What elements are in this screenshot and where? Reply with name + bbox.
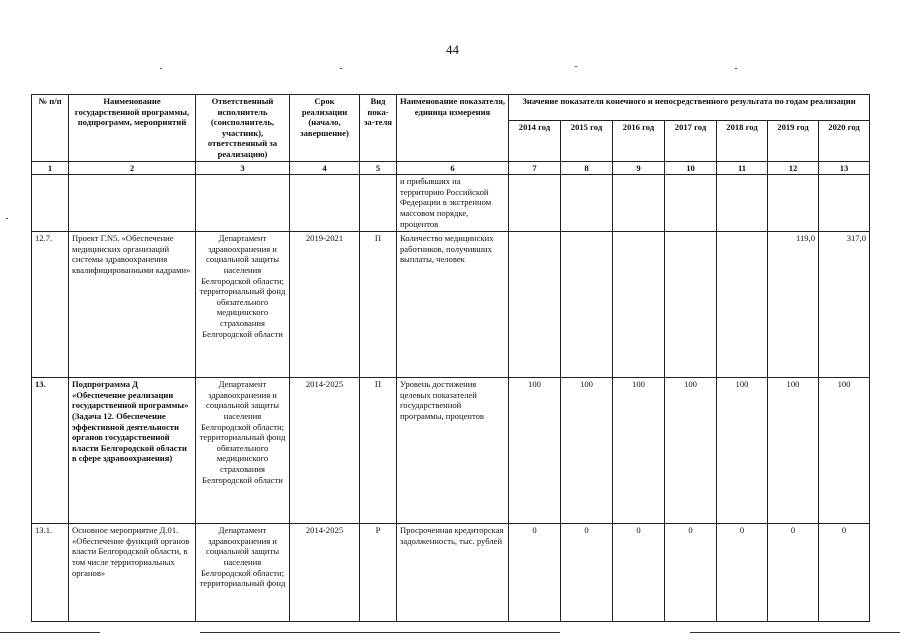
row-value [613, 175, 665, 232]
row-indicator: Просроченная кредиторская задолженность, тыс. рублей [397, 524, 509, 622]
header-year: 2017 год [665, 120, 717, 161]
row-num: 13. [32, 378, 69, 524]
header-num: № п/п [32, 95, 69, 162]
header-year: 2018 год [717, 120, 768, 161]
row-executor: Департамент здравоохранения и социальной защиты населения Белгородской области; территориальный фонд [196, 524, 290, 622]
row-period [290, 175, 360, 232]
row-type: П [360, 232, 397, 378]
scan-speck [575, 66, 577, 67]
row-value [768, 175, 819, 232]
column-number: 5 [360, 161, 397, 175]
column-number: 12 [768, 161, 819, 175]
row-value: 100 [561, 378, 613, 524]
header-year: 2015 год [561, 120, 613, 161]
row-value [717, 232, 768, 378]
row-value [561, 232, 613, 378]
column-number: 2 [69, 161, 196, 175]
row-value [717, 175, 768, 232]
row-value [509, 232, 561, 378]
scan-line [0, 632, 100, 633]
row-value: 0 [819, 524, 870, 622]
row-num: 12.7. [32, 232, 69, 378]
row-name [69, 175, 196, 232]
scan-speck [160, 68, 162, 69]
row-value: 0 [717, 524, 768, 622]
row-period: 2014-2025 [290, 378, 360, 524]
table-row [32, 175, 870, 232]
column-number: 7 [509, 161, 561, 175]
scan-speck [6, 218, 8, 219]
row-value: 100 [768, 378, 819, 524]
row-value: 119,0 [768, 232, 819, 378]
header-year: 2016 год [613, 120, 665, 161]
row-executor: Департамент здравоохранения и социальной защиты населения Белгородской области; территориальный фонд обязательного медицинского страхования Белгородской области [196, 378, 290, 524]
header-year: 2019 год [768, 120, 819, 161]
column-number: 3 [196, 161, 290, 175]
row-executor: Департамент здравоохранения и социальной защиты населения Белгородской области; территориальный фонд обязательного медицинского страхования Белгородской области [196, 232, 290, 378]
header-period: Срок реализации (начало, завершение) [290, 95, 360, 162]
scan-line [200, 632, 560, 633]
row-value: 100 [613, 378, 665, 524]
column-number: 1 [32, 161, 69, 175]
row-value: 0 [613, 524, 665, 622]
column-number-row [32, 161, 870, 175]
row-value: 0 [509, 524, 561, 622]
row-period: 2014-2025 [290, 524, 360, 622]
row-value [509, 175, 561, 232]
row-type [360, 175, 397, 232]
row-indicator: Уровень достижения целевых показателей государственной программы, процентов [397, 378, 509, 524]
column-number: 8 [561, 161, 613, 175]
row-indicator: Количество медицинских работников, получивших выплаты, человек [397, 232, 509, 378]
column-number: 9 [613, 161, 665, 175]
header-values: Значение показателя конечного и непосредственного результата по годам реализации [509, 95, 870, 121]
row-value: 317,0 [819, 232, 870, 378]
column-number: 4 [290, 161, 360, 175]
header-year: 2014 год [509, 120, 561, 161]
header-indicator: Наименование показателя, единица измерения [397, 95, 509, 162]
column-number: 13 [819, 161, 870, 175]
row-value: 100 [509, 378, 561, 524]
row-name: Подпрограмма Д «Обеспечение реализации государственной программы» (Задача 12. Обеспечение эффективной деятельности органов государственной власти Белгородской области в сфере здравоохранения) [69, 378, 196, 524]
row-value [561, 175, 613, 232]
row-period: 2019-2021 [290, 232, 360, 378]
page-number: 44 [446, 42, 459, 57]
row-name: Проект Г.N5. «Обеспечение медицинских организаций системы здравоохранения квалифицированными кадрами» [69, 232, 196, 378]
header-year: 2020 год [819, 120, 870, 161]
row-value: 0 [561, 524, 613, 622]
scan-line [690, 632, 900, 633]
row-value: 0 [665, 524, 717, 622]
row-value: 0 [768, 524, 819, 622]
table-row [32, 232, 870, 378]
column-number: 11 [717, 161, 768, 175]
row-value [613, 232, 665, 378]
scan-speck [735, 68, 737, 69]
header-name: Наименование государственной программы, подпрограмм, мероприятий [69, 95, 196, 162]
indicator-table [31, 94, 870, 622]
row-num: 13.1. [32, 524, 69, 622]
row-value: 100 [717, 378, 768, 524]
header-executor: Ответственный исполнитель (соисполнитель, участник), ответственный за реализацию) [196, 95, 290, 162]
row-value [819, 175, 870, 232]
header-type: Вид пока-за-теля [360, 95, 397, 162]
row-value: 100 [819, 378, 870, 524]
row-indicator: и прибывших на территорию Российской Федерации в экстренном массовом порядке, процентов [397, 175, 509, 232]
scan-speck [340, 68, 342, 69]
row-num [32, 175, 69, 232]
column-number: 10 [665, 161, 717, 175]
column-number: 6 [397, 161, 509, 175]
row-value [665, 232, 717, 378]
row-type: П [360, 378, 397, 524]
row-type: Р [360, 524, 397, 622]
row-executor [196, 175, 290, 232]
row-name: Основное мероприятие Д.01. «Обеспечение функций органов власти Белгородской области, в том числе территориальных органов» [69, 524, 196, 622]
table-row [32, 524, 870, 622]
table-row [32, 378, 870, 524]
row-value [665, 175, 717, 232]
row-value: 100 [665, 378, 717, 524]
